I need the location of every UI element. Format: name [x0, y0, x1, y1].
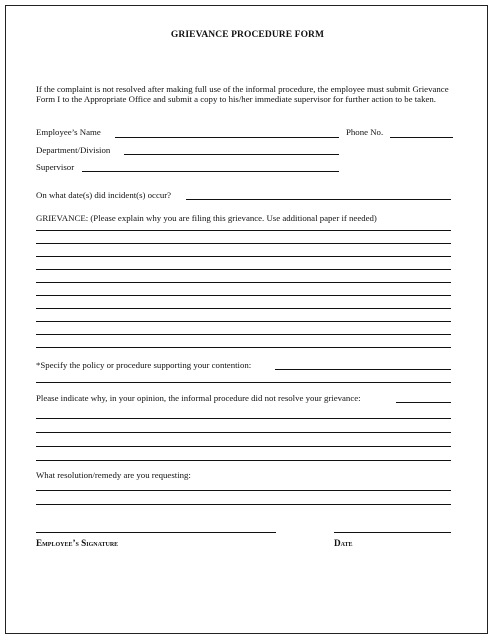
informal-procedure-line[interactable] — [36, 432, 451, 433]
informal-procedure-line[interactable] — [36, 460, 451, 461]
informal-procedure-line[interactable] — [36, 446, 451, 447]
grievance-line[interactable] — [36, 282, 451, 283]
incident-date-label: On what date(s) did incident(s) occur? — [36, 190, 172, 200]
policy-line[interactable] — [36, 382, 451, 383]
grievance-line[interactable] — [36, 295, 451, 296]
date-field[interactable] — [334, 532, 451, 533]
grievance-line[interactable] — [36, 230, 451, 231]
grievance-line[interactable] — [36, 269, 451, 270]
grievance-line[interactable] — [36, 308, 451, 309]
resolution-line[interactable] — [36, 504, 451, 505]
phone-field[interactable] — [390, 137, 453, 138]
employee-name-field[interactable] — [115, 137, 339, 138]
grievance-line[interactable] — [36, 321, 451, 322]
intro-paragraph: If the complaint is not resolved after making full use of the informal procedure, the employee must submit Grievance Form I to the Appropriate Office and submit a copy to his/her immediate supervisor for further action to be taken. — [36, 84, 449, 105]
grievance-line[interactable] — [36, 334, 451, 335]
signature-field[interactable] — [36, 532, 276, 533]
informal-procedure-field[interactable] — [396, 402, 451, 403]
date-label: Date — [334, 538, 353, 548]
incident-date-field[interactable] — [186, 199, 451, 200]
form-title: GRIEVANCE PROCEDURE FORM — [170, 30, 325, 40]
grievance-line[interactable] — [36, 347, 451, 348]
policy-label: *Specify the policy or procedure supporting your contention: — [36, 360, 252, 370]
policy-field[interactable] — [275, 369, 451, 370]
phone-label: Phone No. — [346, 127, 384, 137]
grievance-label: GRIEVANCE: (Please explain why you are filing this grievance. Use additional paper if needed) — [36, 213, 377, 223]
supervisor-field[interactable] — [82, 171, 339, 172]
supervisor-label: Supervisor — [36, 162, 75, 172]
department-field[interactable] — [124, 154, 339, 155]
grievance-line[interactable] — [36, 256, 451, 257]
signature-label: Employee’s Signature — [36, 538, 119, 548]
employee-name-label: Employee’s Name — [36, 127, 101, 137]
grievance-line[interactable] — [36, 243, 451, 244]
informal-procedure-line[interactable] — [36, 418, 451, 419]
resolution-label: What resolution/remedy are you requesting: — [36, 470, 191, 480]
informal-procedure-label: Please indicate why, in your opinion, the informal procedure did not resolve your grievance: — [36, 393, 361, 403]
department-label: Department/Division — [36, 145, 111, 155]
resolution-line[interactable] — [36, 490, 451, 491]
